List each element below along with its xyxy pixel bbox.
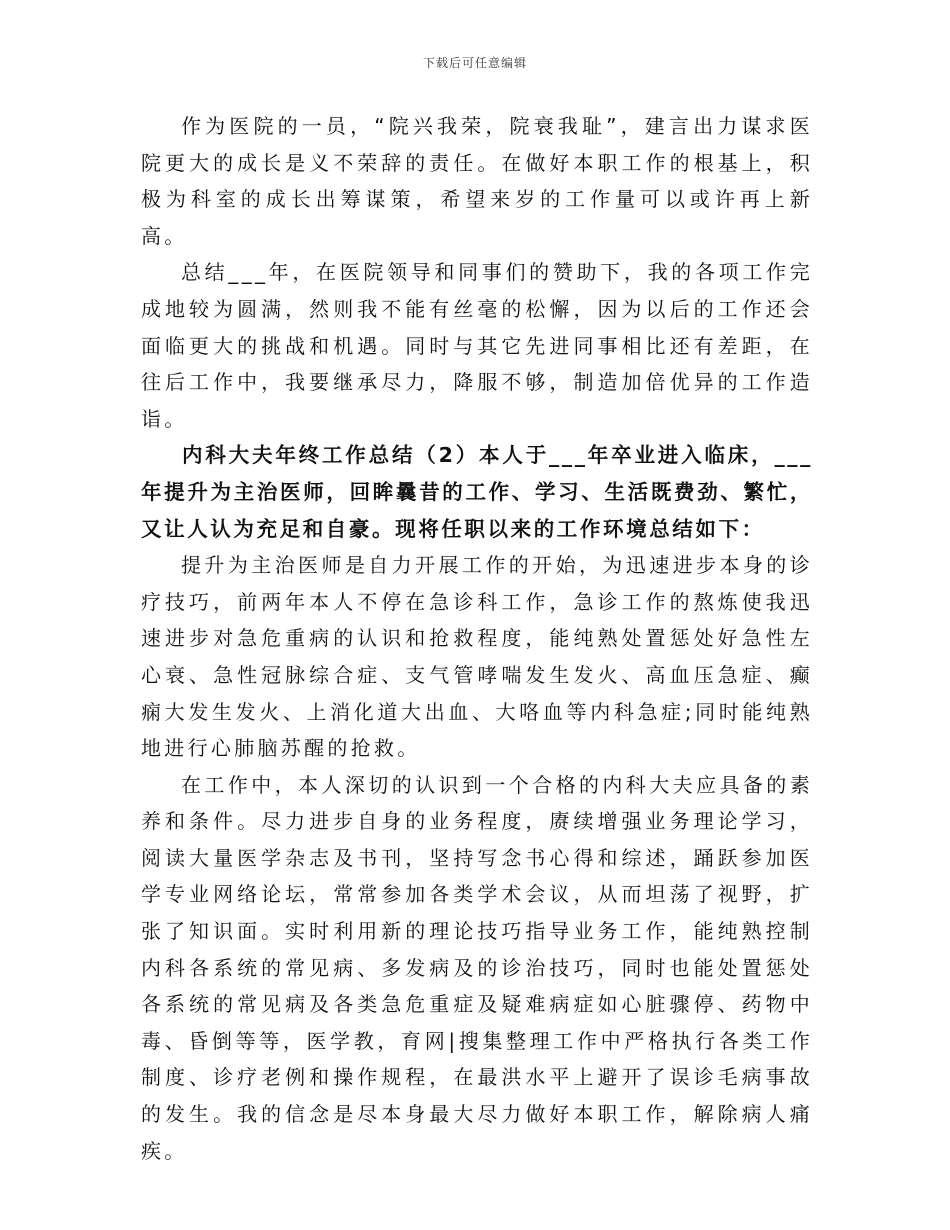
paragraph-2: 总结___年，在医院领导和同事们的赞助下，我的各项工作完成地较为圆满，然则我不能有丝毫的松懈，因为以后的工作还会面临更大的挑战和机遇。同时与其它先进同事相比还有差距，在往后工作中，我要继承尽力，降服不够，制造加倍优异的工作造诣。: [141, 260, 813, 431]
paragraph-5: 在工作中，本人深切的认识到一个合格的内科大夫应具备的素养和条件。尽力进步自身的业务程度，赓续增强业务理论学习，阅读大量医学杂志及书刊，坚持写念书心得和综述，踊跃参加医学专业网络论坛，常常参加各类学术会议，从而坦荡了视野，扩张了知识面。实时利用新的理论技巧指导业务工作，能纯熟控制内科各系统的常见病、多发病及的诊治技巧，同时也能处置惩处各系统的常见病及各类急危重症及疑难病症如心脏骤停、药物中毒、昏倒等等，医学教，育网|搜集整理工作中严格执行各类工作制度、诊疗老例和操作规程，在最洪水平上避开了误诊毛病事故的发生。我的信念是尽本身最大尽力做好本职工作，解除病人痛疾。: [141, 772, 813, 1163]
paragraph-4: 提升为主治医师是自力开展工作的开始，为迅速进步本身的诊疗技巧，前两年本人不停在急诊科工作，急诊工作的熬炼使我迅速进步对急危重病的认识和抢救程度，能纯熟处置惩处好急性左心衰、急性冠脉综合症、支气管哮喘发生发火、高血压急症、癫痫大发生发火、上消化道大出血、大咯血等内科急症;同时能纯熟地进行心肺脑苏醒的抢救。: [141, 553, 813, 761]
paragraph-1: 作为医院的一员，“院兴我荣，院衰我耻”，建言出力谋求医院更大的成长是义不荣辞的责任。在做好本职工作的根基上，积极为科室的成长出筹谋策，希望来岁的工作量可以或许再上新高。: [141, 114, 813, 248]
document-body: [141, 108, 813, 1169]
page-header: 下载后可任意编辑: [422, 56, 527, 70]
section-heading-paragraph: 内科大夫年终工作总结（2）本人于___年卒业进入临床，___年提升为主治医师，回眸曩昔的工作、学习、生活既费劲、繁忙，又让人认为充足和自豪。现将任职以来的工作环境总结如下：: [141, 443, 813, 541]
